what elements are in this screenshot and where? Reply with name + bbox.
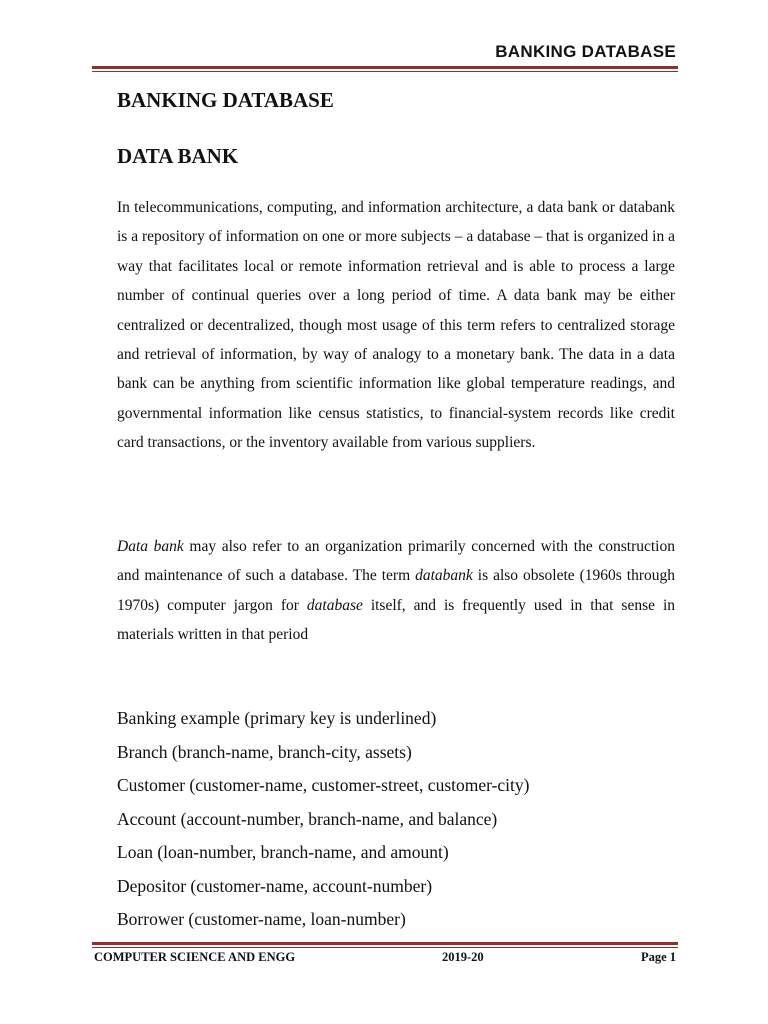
document-title: BANKING DATABASE	[117, 88, 334, 112]
footer-department: COMPUTER SCIENCE AND ENGG	[94, 950, 296, 964]
running-header-title: BANKING DATABASE	[495, 42, 676, 61]
term-database: database	[306, 596, 363, 614]
schema-account: Account (account-number, branch-name, and balance)	[117, 808, 498, 829]
term-databank: databank	[415, 567, 473, 585]
section-heading: DATA BANK	[117, 144, 239, 168]
example-heading: Banking example (primary key is underlined)	[117, 708, 437, 728]
schema-branch: Branch (branch-name, branch-city, assets)	[117, 741, 412, 762]
paragraph-databank-organization	[117, 532, 675, 650]
footer-page-number: Page 1	[640, 950, 676, 964]
paragraph-databank-definition: In telecommunications, computing, and information architecture, a data bank or databank is a repository of information on one or more subjects – a database – that is organized in a way that facilitates local or remote information retrieval and is able to process a large number of continual queries over a long period of time. A data bank may be either centralized or decentralized, though most usage of this term refers to centralized storage and retrieval of information, by way of analogy to a monetary bank. The data in a data bank can be anything from scientific information like global temperature readings, and governmental information like census statistics, to financial-system records like credit card transactions, or the inventory available from various suppliers.	[117, 199, 675, 452]
header-rule	[92, 66, 678, 72]
schema-borrower: Borrower (customer-name, loan-number)	[117, 909, 406, 929]
banking-example-list	[117, 702, 530, 937]
schema-depositor: Depositor (customer-name, account-number)	[117, 875, 433, 896]
paragraph-text: itself, and is frequently used in that sense in materials written in that period	[117, 596, 675, 644]
paragraph-text: may also refer to an organization primarily concerned with the construction and maintenance of such a database. The term	[117, 538, 675, 585]
paragraph-text: is also obsolete (1960s through 1970s) computer jargon for	[117, 567, 676, 614]
schema-loan: Loan (loan-number, branch-name, and amount)	[117, 842, 449, 862]
term-data-bank: Data bank	[117, 538, 184, 555]
footer-year: 2019-20	[442, 950, 484, 964]
footer-rule	[92, 942, 678, 948]
schema-customer: Customer (customer-name, customer-street, customer-city)	[117, 775, 530, 795]
